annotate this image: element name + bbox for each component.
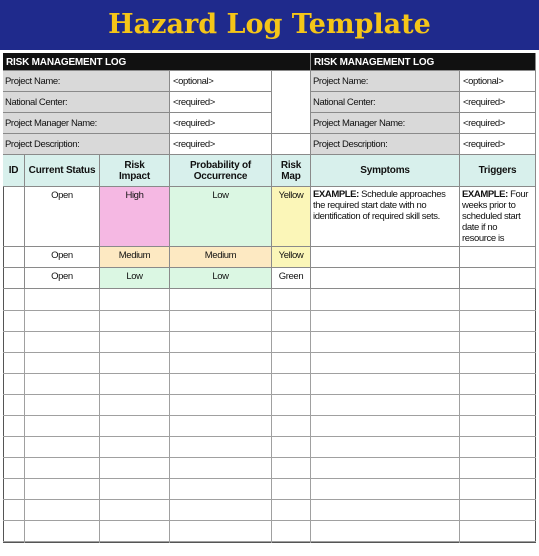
right-value-project-name[interactable]: <optional> [460, 71, 536, 92]
empty-row-line [3, 331, 536, 332]
right-value-project-manager[interactable]: <required> [460, 113, 536, 134]
column-header-status: Current Status [25, 155, 100, 187]
row2-impact[interactable]: Medium [100, 247, 170, 268]
triggers-example-label: EXAMPLE: [462, 189, 508, 200]
symptoms-example-label: EXAMPLE: [313, 189, 359, 200]
column-header-symptoms: Symptoms [311, 155, 460, 187]
empty-row-line [3, 478, 536, 479]
row1-triggers[interactable] [460, 187, 536, 247]
empty-row-line [3, 499, 536, 500]
empty-column-line [271, 289, 272, 543]
empty-row-line [3, 394, 536, 395]
left-value-national-center[interactable]: <required> [170, 92, 272, 113]
left-label-project-manager: Project Manager Name: [3, 113, 170, 134]
empty-row-line [3, 352, 536, 353]
empty-row-line [3, 541, 536, 542]
left-value-project-name[interactable]: <optional> [170, 71, 272, 92]
left-label-national-center: National Center: [3, 92, 170, 113]
row2-id[interactable] [3, 247, 25, 268]
row3-id[interactable] [3, 268, 25, 289]
empty-row-line [3, 310, 536, 311]
left-value-project-description[interactable]: <required> [170, 134, 272, 155]
left-value-project-manager[interactable]: <required> [170, 113, 272, 134]
row2-risk-map[interactable]: Yellow [272, 247, 311, 268]
empty-row-line [3, 520, 536, 521]
symptoms-text: Schedule approaches the required start date with no identification of required skill sets. [313, 189, 446, 222]
empty-row-line [3, 415, 536, 416]
column-header-triggers: Triggers [460, 155, 536, 187]
empty-column-line [169, 289, 170, 543]
row3-triggers[interactable] [460, 268, 536, 289]
row2-status[interactable]: Open [25, 247, 100, 268]
row1-symptoms[interactable] [311, 187, 460, 247]
row2-triggers[interactable] [460, 247, 536, 268]
right-label-project-manager: Project Manager Name: [311, 113, 460, 134]
column-header-id: ID [3, 155, 25, 187]
column-header-probability: Probability of Occurrence [170, 155, 272, 187]
empty-column-line [99, 289, 100, 543]
left-log-title: RISK MANAGEMENT LOG [3, 53, 311, 71]
row1-probability[interactable]: Low [170, 187, 272, 247]
row3-risk-map[interactable]: Green [272, 268, 311, 289]
empty-column-line [24, 289, 25, 543]
left-label-project-name: Project Name: [3, 71, 170, 92]
header-spacer-bottom [272, 134, 311, 155]
left-label-project-description: Project Description: [3, 134, 170, 155]
row3-symptoms[interactable] [311, 268, 460, 289]
empty-row-line [3, 436, 536, 437]
row1-risk-map[interactable]: Yellow [272, 187, 311, 247]
risk-log-sheet [0, 50, 539, 556]
row2-probability[interactable]: Medium [170, 247, 272, 268]
row1-status[interactable]: Open [25, 187, 100, 247]
page-title: Hazard Log Template [108, 9, 431, 40]
column-header-risk-map: Risk Map [272, 155, 311, 187]
right-log-title: RISK MANAGEMENT LOG [311, 53, 536, 71]
row1-id[interactable] [3, 187, 25, 247]
row3-probability[interactable]: Low [170, 268, 272, 289]
right-label-project-description: Project Description: [311, 134, 460, 155]
empty-row-line [3, 373, 536, 374]
row1-impact[interactable]: High [100, 187, 170, 247]
row2-symptoms[interactable] [311, 247, 460, 268]
empty-column-line [310, 289, 311, 543]
column-header-impact: Risk Impact [100, 155, 170, 187]
right-label-project-name: Project Name: [311, 71, 460, 92]
right-value-project-description[interactable]: <required> [460, 134, 536, 155]
header-spacer [272, 71, 311, 134]
empty-column-line [459, 289, 460, 543]
empty-row-line [3, 457, 536, 458]
row3-impact[interactable]: Low [100, 268, 170, 289]
right-label-national-center: National Center: [311, 92, 460, 113]
triggers-text: Four weeks prior to scheduled start date if no resource is [462, 189, 529, 244]
right-value-national-center[interactable]: <required> [460, 92, 536, 113]
row3-status[interactable]: Open [25, 268, 100, 289]
